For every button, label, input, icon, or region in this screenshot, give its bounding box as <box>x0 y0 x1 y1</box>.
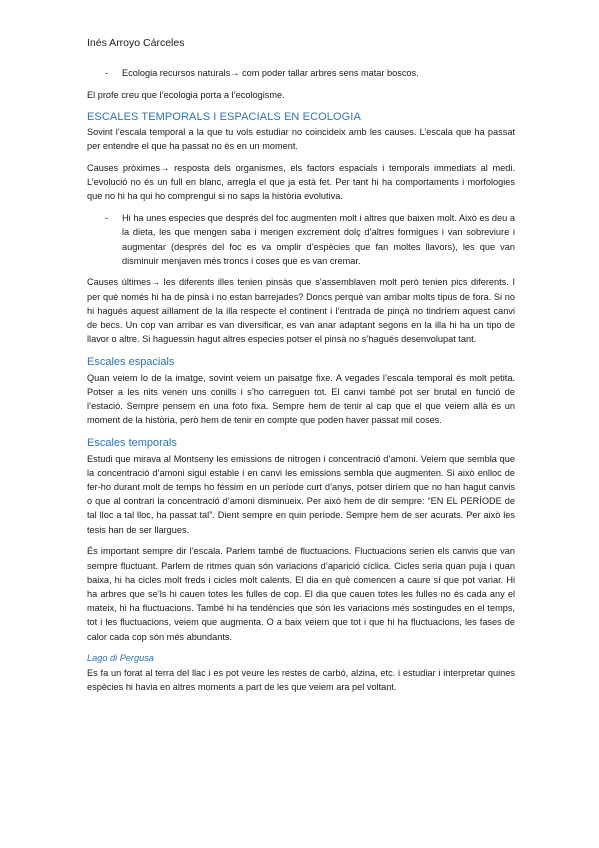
heading-escales-temporals: Escales temporals <box>87 437 177 450</box>
list-item <box>87 66 515 80</box>
paragraph-important: És important sempre dir l’escala. Parlem també de fluctuacions. Fluctuacions serien els canvis que van sempre fluctuant. Parlem de ritmes quan són variacions d’aparició cíclica. Cicles seria quan puja i quan baixa, hi ha cicles molt freds i cicles molt calents. El dia en què comencen a caure sí que pot variar. Hi ha arbres que se’ls hi cauen totes les fulles de cop. El dia que cauen totes les fulles no és cada any el mateix, hi ha fluctuacions. També hi ha tendències que són les variacions més sostingudes en el temps, tot i les fluctuacions, veiem que augmenta. O a baix veiem que tot i que hi ha fluctuacions, les fases de calor cada cop són més abundants. <box>87 546 515 642</box>
bullet-dash: - <box>105 68 109 78</box>
paragraph-causes-ultimes: Causes últimes→ les diferents illes tenien pinsàs que s’assemblaven molt però tenien pics diferents. I per què només hi ha de pinsà i no estan barrejades? Doncs perquè van arribar molts tipus de fora. Si no hi hagués aquest aïllament de la illa respecte el continent i l’entrada de pinçà no tindríem aquest canvi de becs. Un cop van arribar es van diversificar, es van anar adaptant segons en la illa hi ha un tipo de llavor o altre. Si haguessin hagut altres especies potser el pinsà no s’hagués desenvolupat tant. <box>87 277 515 345</box>
document-body <box>87 66 515 701</box>
heading-lago-di-pergusa: Lago di Pergusa <box>87 653 154 664</box>
list-item-text: Hi ha unes especies que després del foc augmenten molt i altres que baixen molt. Això es deu a la dieta, les que mengen saba i mengen excrement dolç d’altres formigues i van sobreviure i augmentar (després del foc es va omplir d’espècies que fan moltes llavors), les que van disminuir menjaven més troncs i coses que es van cremar. <box>122 213 515 266</box>
paragraph-profe: El profe creu que l’ecologia porta a l’ecologisme. <box>87 89 285 100</box>
paragraph-sovint: Sovint l’escala temporal a la que tu vols estudiar no coincideix amb les causes. L’escala que ha passat per entendre el que ha passat no és en un moment. <box>87 127 515 152</box>
list-item <box>87 211 515 268</box>
bullet-dash: - <box>105 213 109 224</box>
page-header-author: Inés Arroyo Cárceles <box>87 37 185 49</box>
heading-escales-temporals-espacials: ESCALES TEMPORALS I ESPACIALS EN ECOLOGIA <box>87 110 361 123</box>
paragraph-causes-proximes: Causes pròximes→ resposta dels organismes, els factors espacials i temporals immediats al medi. L’evolució no és un full en blanc, arregla el que ja està fet. Per tant hi ha comportaments i morfologies que no hi ha qui ho comprengui si no saps la història evolutiva. <box>87 163 515 202</box>
paragraph-espacials: Quan veiem lo de la imatge, sovint veiem un paisatge fixe. A vegades l’escala temporal és molt petita. Potser a les nits venen uns conills i s’ho carreguen tot. El canvi també pot ser brutal en funció de l’estació. Sempre pensem en una foto fixa. Sempre hem de tenir al cap que el que veiem allà és un moment de la història, però hem de tenir en compte que poden haver passat mil coses. <box>87 372 515 426</box>
paragraph-lago: Es fa un forat al terra del llac i es pot veure les restes de carbó, alzina, etc. i estudiar i interpretar quines espècies hi havia en altres moments a part de les que veiem ara pel voltant. <box>87 667 515 692</box>
list-item-text: Ecologia recursos naturals→ com poder tallar arbres sens matar boscos. <box>122 68 419 78</box>
heading-escales-espacials: Escales espacials <box>87 356 175 369</box>
paragraph-temporals: Estudi que mirava al Montseny les emissions de nitrogen i concentració d’amoni. Veiem que sembla que la concentració d’amoni sigui estable i en canvi les emissions sembla que augmenten. Si això enlloc de fer-ho durant molt de temps ho féssim en un període curt d’anys, potser diríem que no han hagut canvis o que al contrari la concentració d’amoni disminueix. Per això hem de dir sempre: “EN EL PERÍODE de tal lloc a tal lloc, ha passat tal”. Dient sempre en quin període. Sempre hem de ser acurats. Per això les tesis han de ser llargues. <box>87 453 515 535</box>
